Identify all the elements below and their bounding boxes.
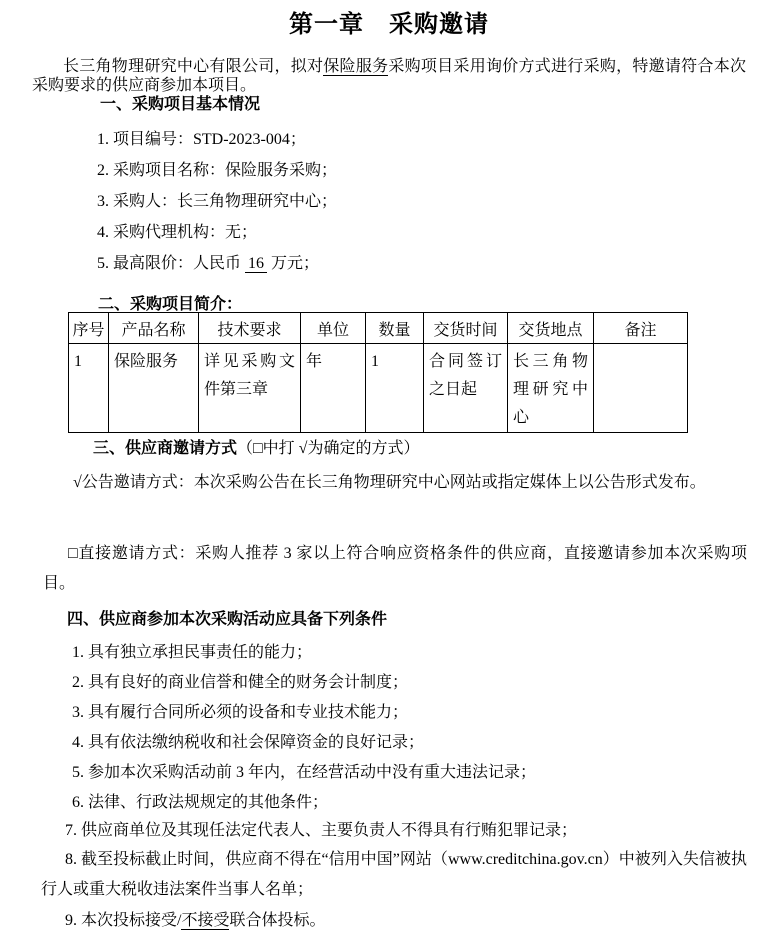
- jv-text-before: 9. 本次投标接受/: [65, 912, 182, 929]
- condition-item-4: 4. 具有依法缴纳税收和社会保障资金的良好记录；: [72, 734, 425, 751]
- condition-item-8: 8. 截至投标截止时间，供应商不得在“信用中国”网站（www.creditchina.gov.cn）中被列入失信被执行人或重大税收违法案件当事人名单；: [41, 851, 747, 898]
- intro-underlined-term: 保险服务: [323, 58, 389, 75]
- section-two-heading: 二、采购项目简介：: [98, 296, 243, 313]
- project-summary-table: [68, 312, 688, 433]
- page-title: 第一章 采购邀请: [289, 12, 489, 38]
- purchaser-item: 3. 采购人：长三角物理研究中心；: [97, 193, 338, 210]
- section-one-list: [97, 124, 337, 279]
- cell-delivery-time: 合同签订之日起: [424, 344, 508, 433]
- agency-item: 4. 采购代理机构：无；: [97, 224, 258, 241]
- header-cell-delivery-time: 交货时间: [424, 313, 508, 344]
- checkbox-instruction-note: （□中打 √为确定的方式）: [237, 440, 420, 457]
- cell-tech: 详见采购文件第三章: [199, 344, 301, 433]
- condition-item-2: 2. 具有良好的商业信誉和健全的财务会计制度；: [72, 674, 409, 691]
- cell-unit: 年: [301, 344, 366, 433]
- cell-remark: [594, 344, 688, 433]
- public-invitation-paragraph: [53, 468, 747, 498]
- section-three-heading-bold: 三、供应商邀请方式: [93, 440, 238, 457]
- public-invitation-text: 公告邀请方式：本次采购公告在长三角物理研究中心网站或指定媒体上以公告形式发布。: [81, 474, 706, 491]
- section-three-heading: [93, 439, 419, 459]
- direct-invitation-text: 直接邀请方式：采购人推荐 3 家以上符合响应资格条件的供应商，直接邀请参加本次采购项目。: [43, 545, 747, 592]
- header-cell-remark: 备注: [594, 313, 688, 344]
- header-cell-unit: 单位: [301, 313, 366, 344]
- cell-seq: 1: [69, 344, 109, 433]
- direct-invitation-paragraph: [43, 539, 747, 599]
- check-mark-icon: √: [73, 474, 82, 491]
- project-number-item: 1. 项目编号：STD-2023-004；: [97, 131, 306, 148]
- cell-product: 保险服务: [109, 344, 199, 433]
- condition-item-9: [65, 906, 325, 936]
- condition-item-7: 7. 供应商单位及其现任法定代表人、主要负责人不得具有行贿犯罪记录；: [65, 822, 578, 839]
- price-limit-before: 5. 最高限价：人民币: [97, 255, 246, 272]
- condition-item-5: 5. 参加本次采购活动前 3 年内，在经营活动中没有重大违法记录；: [72, 764, 537, 781]
- price-limit-item: [97, 248, 337, 279]
- table-header-row: [69, 313, 688, 344]
- section-one-heading: 一、采购项目基本情况: [100, 96, 261, 113]
- checkbox-empty-icon: □: [68, 545, 79, 562]
- section-four-heading: 四、供应商参加本次采购活动应具备下列条件: [67, 611, 388, 628]
- section-four-list: [72, 638, 536, 818]
- intro-text-before: 长三角物理研究中心有限公司，拟对: [63, 58, 324, 75]
- header-cell-seq: 序号: [69, 313, 109, 344]
- header-cell-tech: 技术要求: [199, 313, 301, 344]
- condition-item-1: 1. 具有独立承担民事责任的能力；: [72, 644, 313, 661]
- project-name-item: 2. 采购项目名称：保险服务采购；: [97, 162, 338, 179]
- table-row: [69, 344, 688, 433]
- header-cell-qty: 数量: [366, 313, 424, 344]
- jv-underlined-term: 不接受: [181, 912, 230, 929]
- condition-item-6: 6. 法律、行政法规规定的其他条件；: [72, 794, 329, 811]
- intro-text-after: 采购项目采用询价方式进行采购，特邀请符合本次采购要求的供应商参加本项目。: [32, 58, 746, 94]
- condition-item-3: 3. 具有履行合同所必须的设备和专业技术能力；: [72, 704, 409, 721]
- price-limit-after: 万元；: [267, 255, 320, 272]
- header-cell-product: 产品名称: [109, 313, 199, 344]
- price-limit-value: 16: [245, 255, 267, 273]
- cell-qty: 1: [366, 344, 424, 433]
- header-cell-delivery-place: 交货地点: [508, 313, 594, 344]
- jv-text-after: 联合体投标。: [229, 912, 326, 929]
- cell-delivery-place: 长三角物理研究中心: [508, 344, 594, 433]
- intro-paragraph: [32, 57, 746, 95]
